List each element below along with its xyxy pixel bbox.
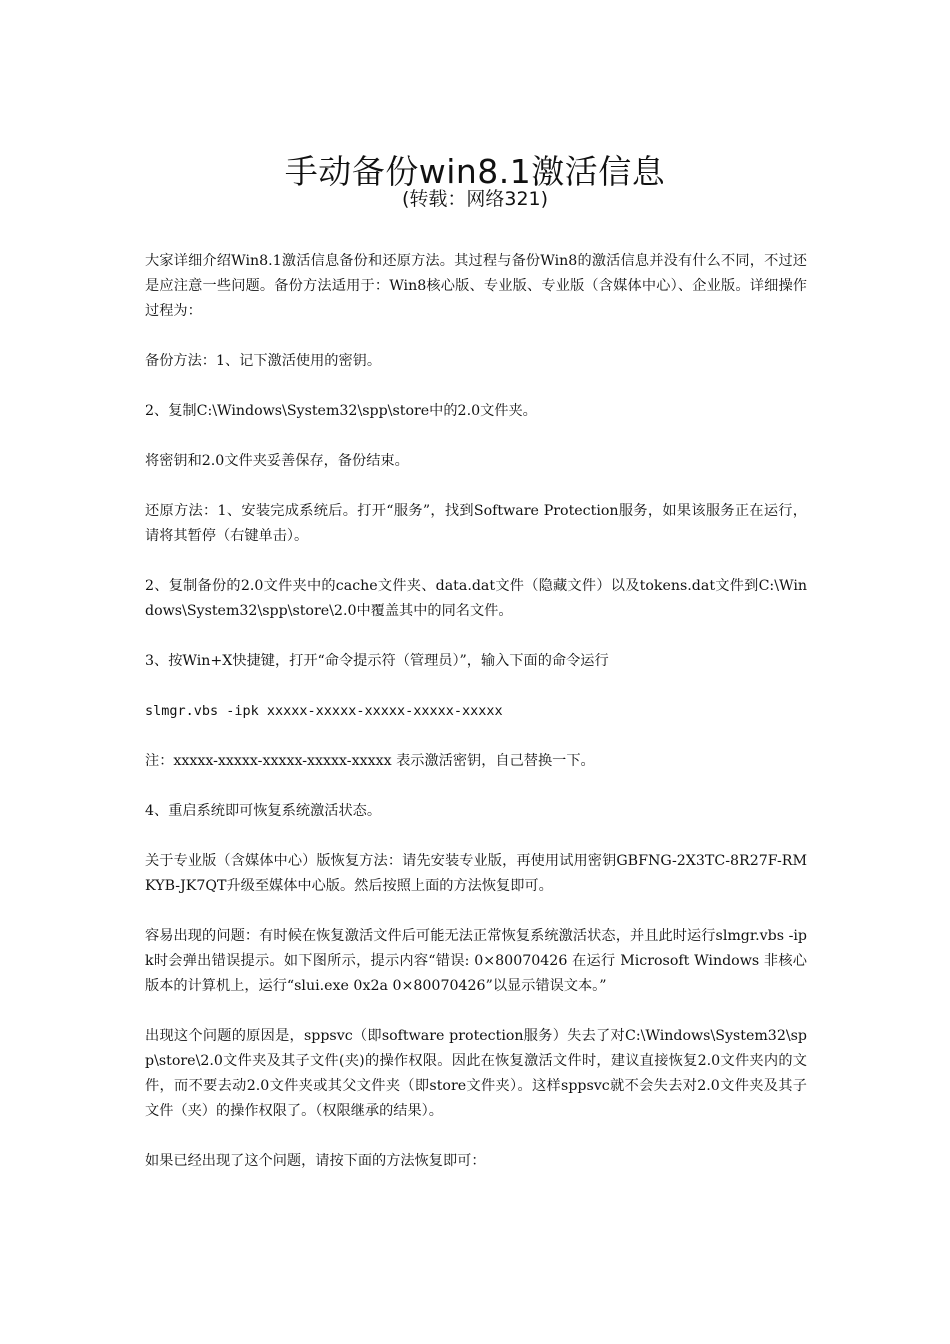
cause-paragraph: 出现这个问题的原因是，sppsvc（即software protection服务）失去了对C:\Windows\System32\spp\store\2.0文件夹及其子文件(夹)的操作权限。因此在恢复激活文件时，建议直接恢复2.0文件夹内的文件，而不要去动2.0文件夹或其父文件夹（即store文件夹）。这样sppsvc就不会失去对2.0文件夹及其子文件（夹）的操作权限了。（权限继承的结果）。 <box>145 1028 807 1119</box>
media-center-paragraph: 关于专业版（含媒体中心）版恢复方法：请先安装专业版，再使用试用密钥GBFNG-2X3TC-8R27F-RMKYB-JK7QT升级至媒体中心版。然后按照上面的方法恢复即可。 <box>145 853 807 894</box>
command-line: slmgr.vbs -ipk xxxxx-xxxxx-xxxxx-xxxxx-xxxxx <box>145 703 503 719</box>
intro-paragraph: 大家详细介绍Win8.1激活信息备份和还原方法。其过程与备份Win8的激活信息并没有什么不同，不过还是应注意一些问题。备份方法适用于：Win8核心版、专业版、专业版（含媒体中心）、企业版。详细操作过程为： <box>145 253 807 319</box>
common-problem-paragraph: 容易出现的问题：有时候在恢复激活文件后可能无法正常恢复系统激活状态，并且此时运行slmgr.vbs -ipk时会弹出错误提示。如下图所示，提示内容“错误: 0×80070426 在运行 Microsoft Windows 非核心版本的计算机上，运行“slui.exe 0x2a 0×80070426”以显示错误文本。” <box>145 928 807 994</box>
restore-step-1: 还原方法：1、安装完成系统后。打开“服务”，找到Software Protection服务，如果该服务正在运行，请将其暂停（右键单击）。 <box>145 503 807 544</box>
backup-step-2: 2、复制C:\Windows\System32\spp\store中的2.0文件夹。 <box>145 403 537 419</box>
restore-step-3: 3、按Win+X快捷键，打开“命令提示符（管理员）”，输入下面的命令运行 <box>145 653 609 669</box>
document-title: 手动备份win8.1激活信息 <box>284 152 666 192</box>
document-subtitle: (转载：网络321) <box>401 188 549 210</box>
backup-step-1: 备份方法：1、记下激活使用的密钥。 <box>145 353 382 369</box>
restore-step-4: 4、重启系统即可恢复系统激活状态。 <box>145 803 382 819</box>
key-note: 注：xxxxx-xxxxx-xxxxx-xxxxx-xxxxx 表示激活密钥，自己替换一下。 <box>145 753 595 769</box>
backup-end-note: 将密钥和2.0文件夹妥善保存，备份结束。 <box>145 453 409 469</box>
fix-intro-paragraph: 如果已经出现了这个问题，请按下面的方法恢复即可： <box>145 1153 486 1169</box>
restore-step-2: 2、复制备份的2.0文件夹中的cache文件夹、data.dat文件（隐藏文件）以及tokens.dat文件到C:\Windows\System32\spp\store\2.0中覆盖其中的同名文件。 <box>145 578 807 619</box>
document-body <box>145 249 807 1199</box>
